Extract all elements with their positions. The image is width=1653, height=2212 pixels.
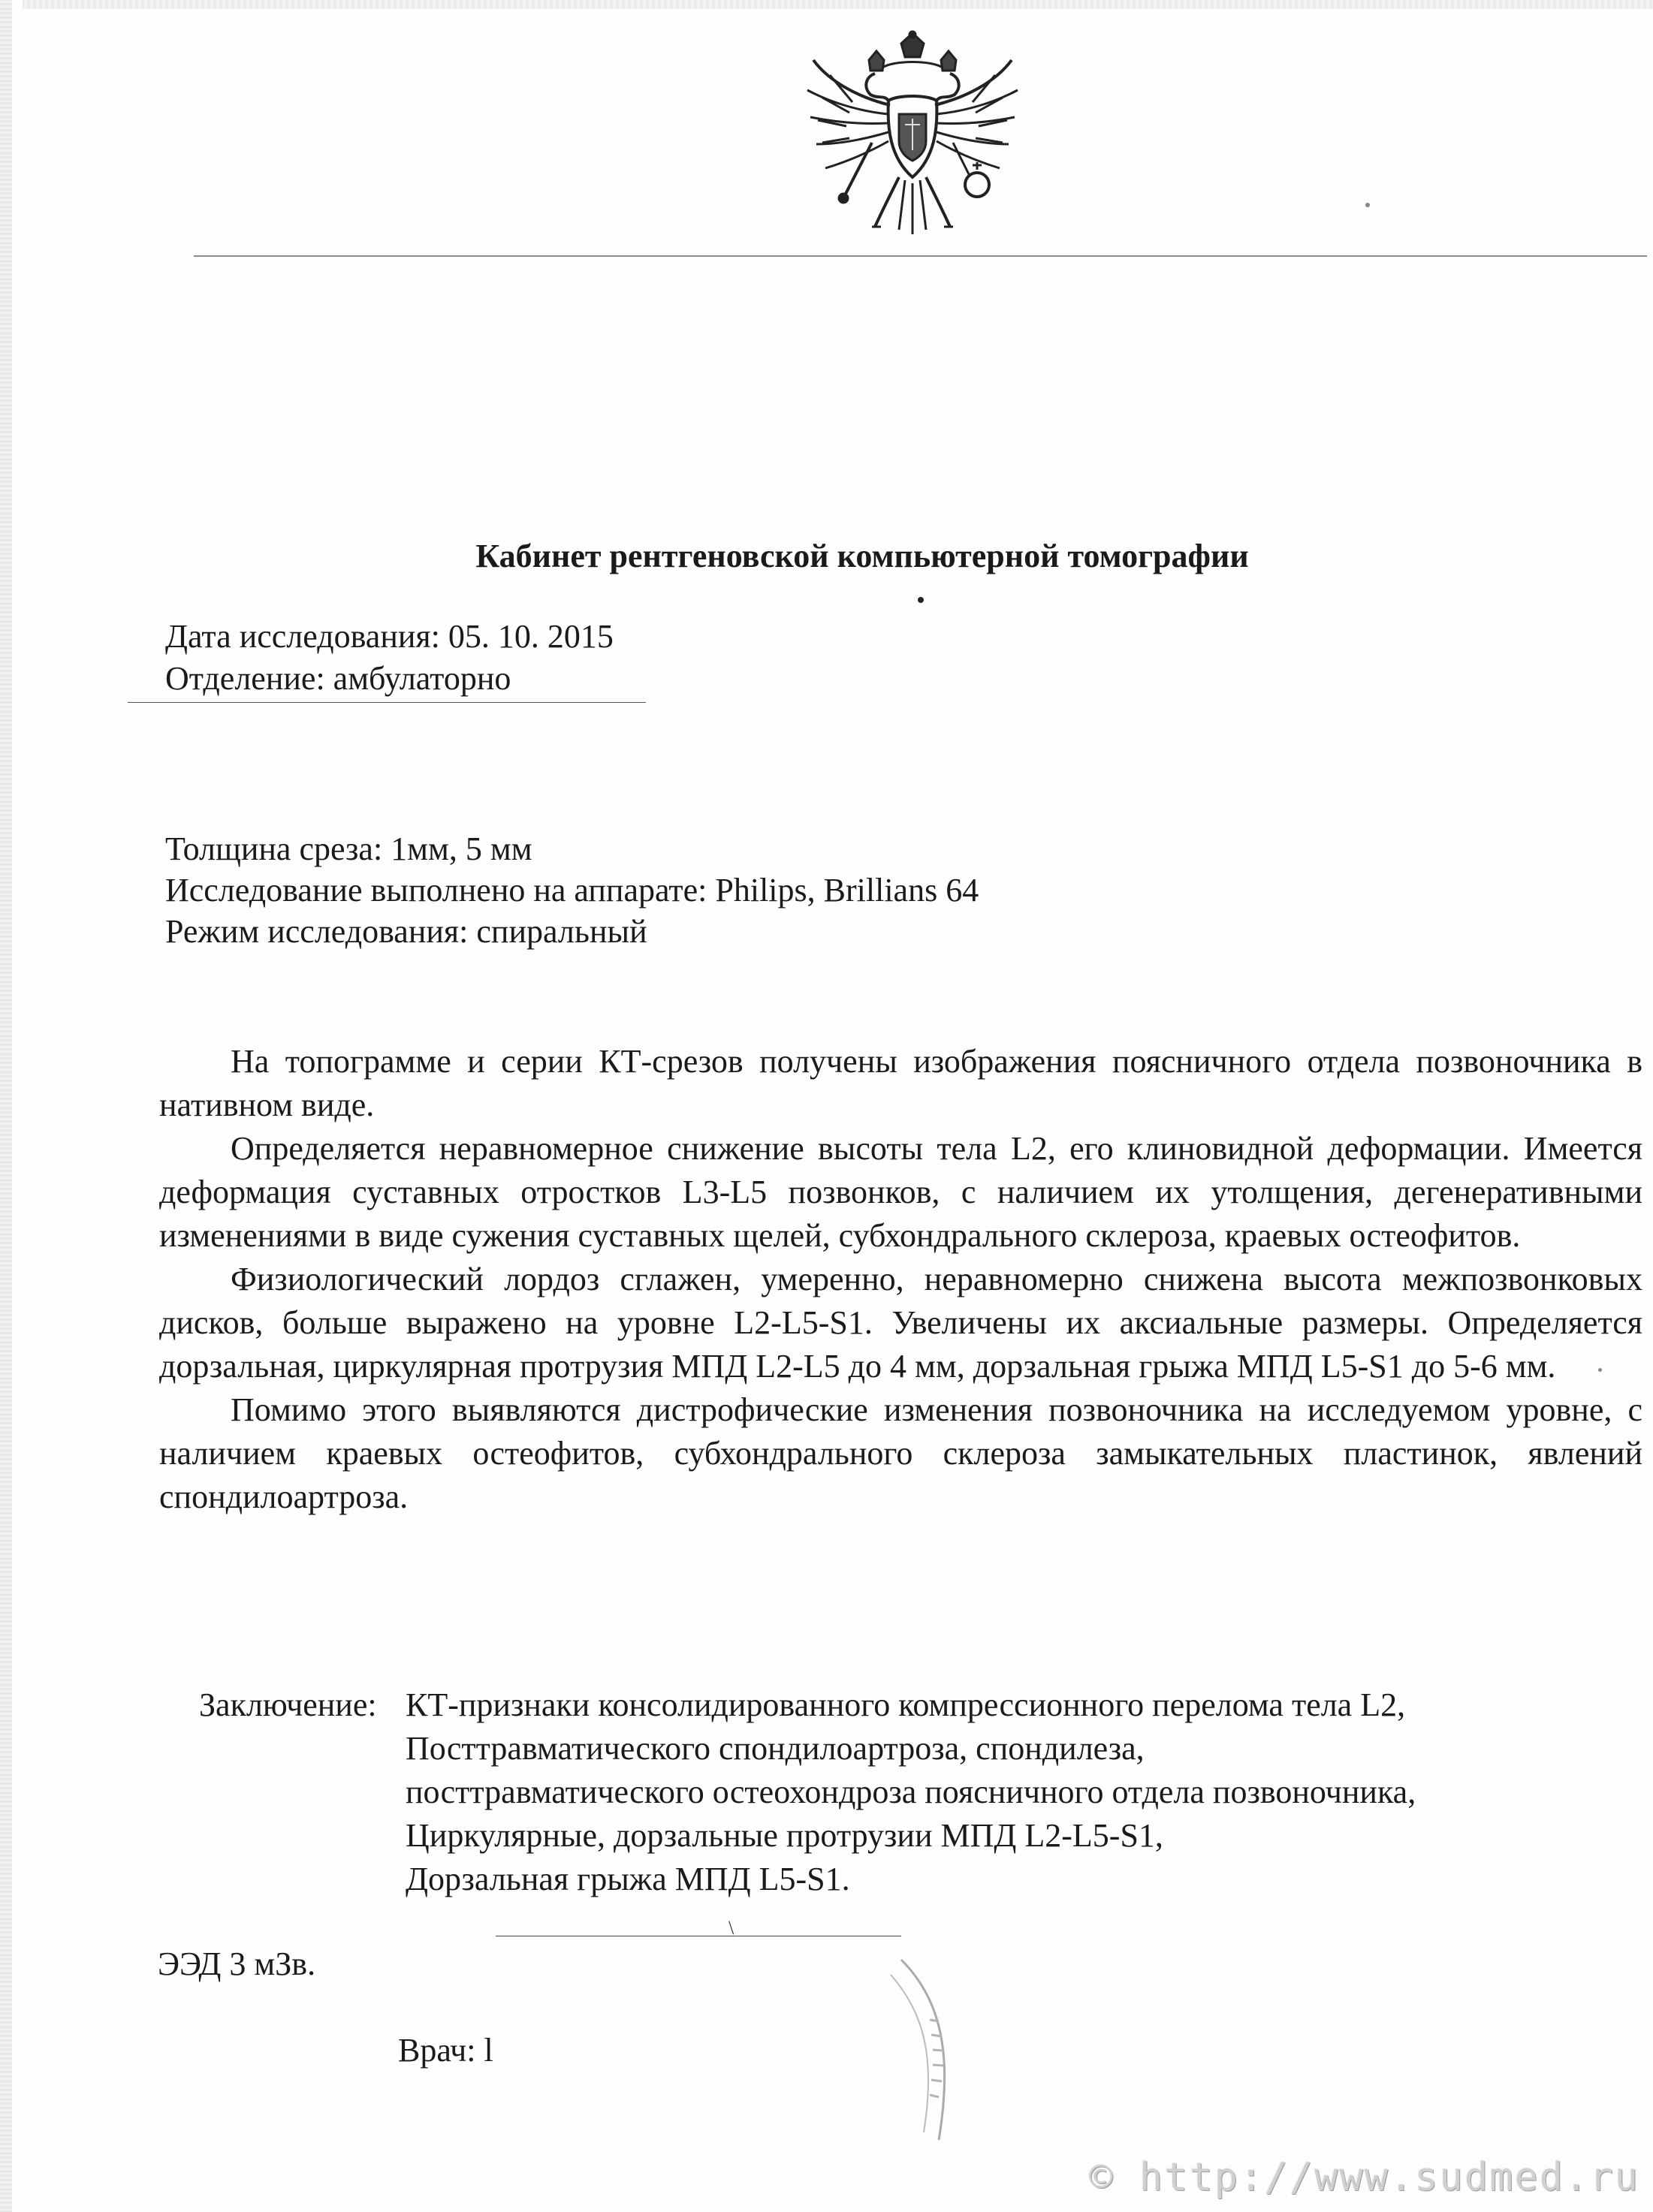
findings-paragraph-2: Определяется неравномерное снижение высоты тела L2, его клиновидной деформации. Имеется деформация суставных отростков L3-L5 позвонков, с наличием их утолщения, дегенеративными изменениями в виде сужения суставных щелей, субхондрального склероза, краевых остеофитов.	[159, 1130, 1642, 1254]
scan-speck	[1365, 203, 1370, 207]
exam-date: Дата исследования: 05. 10. 2015	[165, 618, 614, 655]
watermark: © http://www.sudmed.ru	[1089, 2155, 1639, 2200]
scan-dot	[918, 597, 924, 603]
conclusion-label: Заключение:	[199, 1686, 377, 1723]
conclusion-line: посттравматического остеохондроза поясничного отдела позвоночника,	[406, 1774, 1416, 1810]
findings-section	[159, 1040, 1642, 1519]
document-title: Кабинет рентгеновской компьютерной томографии	[475, 538, 1249, 574]
signature-mark: \	[728, 1917, 734, 1939]
coat-of-arms-emblem-icon	[800, 30, 1025, 240]
device-info: Исследование выполнено на аппарате: Philips, Brillians 64	[165, 872, 979, 909]
department: Отделение: амбулаторно	[165, 660, 511, 697]
findings-paragraph-1: На топограмме и серии КТ-срезов получены изображения поясничного отдела позвоночника в нативном виде.	[159, 1043, 1642, 1123]
scan-edge-left	[0, 0, 12, 2212]
meta-underline	[128, 702, 646, 703]
findings-paragraph-4: Помимо этого выявляются дистрофические изменения позвоночника на исследуемом уровне, с наличием краевых остеофитов, субхондрального склероза замыкательных пластинок, явлений спондилоартроза.	[159, 1391, 1642, 1515]
conclusion-line: Циркулярные, дорзальные протрузии МПД L2-L5-S1,	[406, 1817, 1163, 1854]
scan-edge-top	[23, 0, 1653, 9]
slice-thickness: Толщина среза: 1мм, 5 мм	[165, 830, 532, 867]
header-divider	[194, 255, 1647, 257]
conclusion-line: Дорзальная грыжа МПД L5-S1.	[406, 1861, 850, 1897]
conclusion-line: КТ-признаки консолидированного компрессионного перелома тела L2,	[406, 1686, 1406, 1723]
doctor-signature: Врач: l	[398, 2032, 493, 2069]
stamp-icon	[886, 1952, 969, 2147]
findings-paragraph-3: Физиологический лордоз сглажен, умеренно, неравномерно снижена высота межпозвонковых дисков, больше выражено на уровне L2-L5-S1. Увеличены их аксиальные размеры. Определяется дорзальная, циркулярная протрузия МПД L2-L5 до 4 мм, дорзальная грыжа МПД L5-S1 до 5-6 мм.	[159, 1261, 1642, 1385]
conclusion-line: Посттравматического спондилоартроза, спондилеза,	[406, 1730, 1145, 1767]
scan-speck	[1598, 1368, 1602, 1372]
conclusion-lines	[406, 1683, 1416, 1901]
effective-dose: ЭЭД 3 мЗв.	[158, 1945, 316, 1982]
exam-mode: Режим исследования: спиральный	[165, 913, 647, 950]
